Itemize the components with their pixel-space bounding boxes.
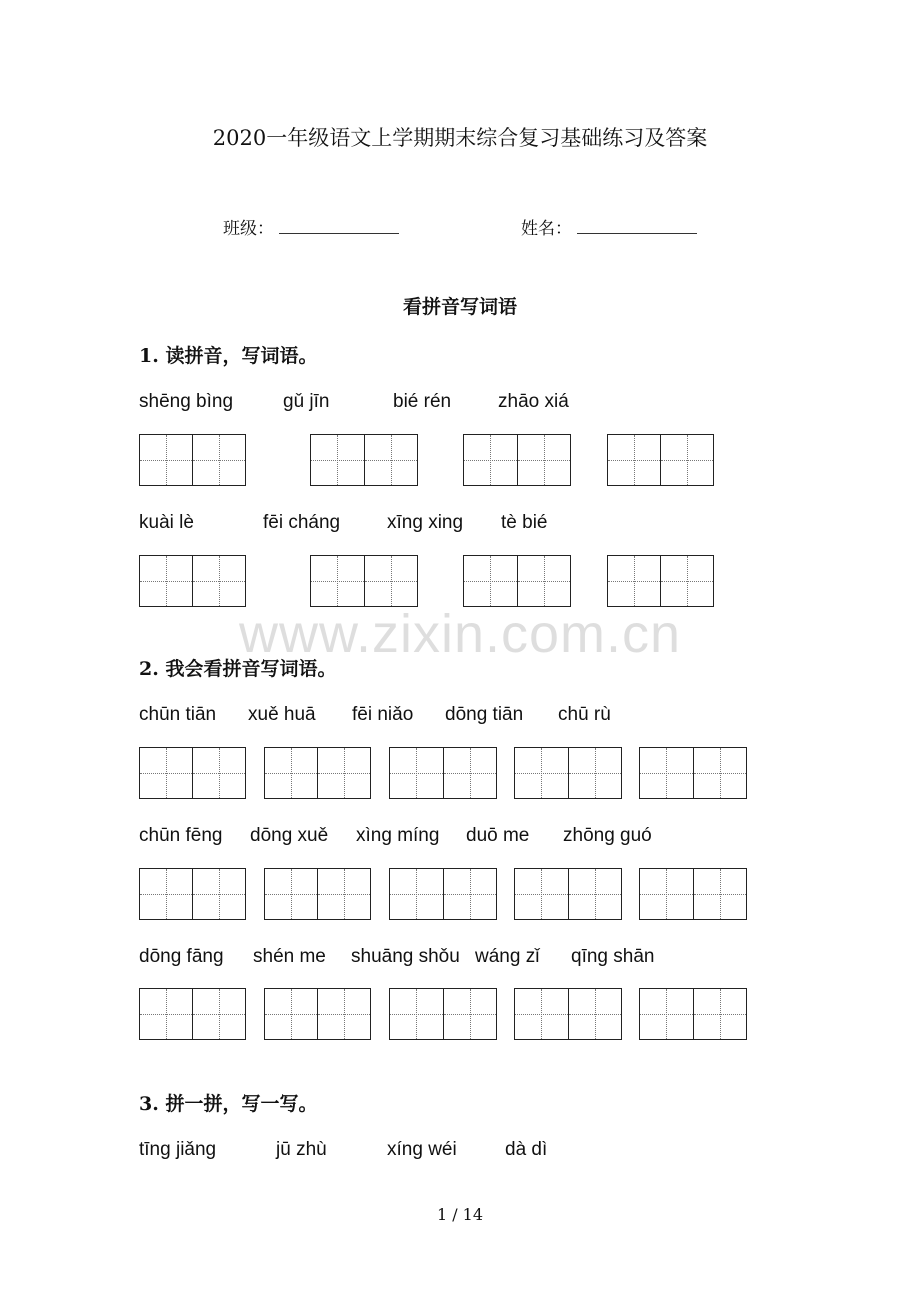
grid-cell[interactable] bbox=[660, 435, 713, 485]
pinyin-word: jū zhù bbox=[276, 1139, 327, 1160]
pinyin-word: xīng xing bbox=[387, 512, 464, 533]
writing-grid-box[interactable] bbox=[139, 747, 246, 799]
writing-grid-box[interactable] bbox=[264, 868, 371, 920]
grid-cell[interactable] bbox=[568, 869, 622, 919]
question-3-heading: 3. 拼一拼，写一写。 bbox=[139, 1093, 318, 1115]
writing-grid-box[interactable] bbox=[639, 988, 747, 1040]
writing-grid-box[interactable] bbox=[389, 747, 497, 799]
grid-cell[interactable] bbox=[693, 989, 747, 1039]
pinyin-word: qīng shān bbox=[571, 946, 655, 967]
writing-grid-box[interactable] bbox=[310, 555, 418, 607]
writing-grid-box[interactable] bbox=[639, 747, 747, 799]
grid-cell[interactable] bbox=[265, 869, 317, 919]
pinyin-word: chū rù bbox=[558, 704, 611, 725]
grid-cell[interactable] bbox=[317, 748, 370, 798]
grid-cell[interactable] bbox=[192, 748, 245, 798]
grid-cell[interactable] bbox=[265, 989, 317, 1039]
pinyin-word: bié rén bbox=[393, 391, 452, 412]
grid-cell[interactable] bbox=[140, 989, 192, 1039]
writing-grid-box[interactable] bbox=[139, 868, 246, 920]
pinyin-word: dōng fāng bbox=[139, 946, 224, 967]
grid-cell[interactable] bbox=[640, 748, 693, 798]
grid-cell[interactable] bbox=[311, 435, 364, 485]
writing-grid-box[interactable] bbox=[463, 434, 571, 486]
grid-cell[interactable] bbox=[464, 435, 517, 485]
grid-cell[interactable] bbox=[192, 869, 245, 919]
writing-grid-box[interactable] bbox=[139, 988, 246, 1040]
pinyin-word: zhōng guó bbox=[563, 825, 652, 846]
pinyin-word: chūn tiān bbox=[139, 704, 217, 725]
document-title: 2020一年级语文上学期期末综合复习基础练习及答案 bbox=[212, 126, 708, 150]
writing-grid-box[interactable] bbox=[607, 434, 714, 486]
watermark: www.zixin.com.cn bbox=[238, 604, 682, 664]
grid-cell[interactable] bbox=[515, 869, 568, 919]
grid-cell[interactable] bbox=[140, 556, 192, 606]
pinyin-word: fēi niǎo bbox=[352, 704, 414, 725]
writing-grid-box[interactable] bbox=[264, 747, 371, 799]
writing-grid-box[interactable] bbox=[139, 434, 246, 486]
class-blank-line bbox=[279, 233, 399, 234]
class-label: 班级： bbox=[223, 219, 274, 239]
writing-grid-box[interactable] bbox=[264, 988, 371, 1040]
pinyin-word: dōng xuě bbox=[250, 825, 329, 846]
pinyin-word: shuāng shǒu bbox=[351, 946, 460, 967]
pinyin-word: duō me bbox=[466, 825, 530, 846]
writing-grid-box[interactable] bbox=[389, 868, 497, 920]
grid-cell[interactable] bbox=[515, 989, 568, 1039]
grid-cell[interactable] bbox=[140, 435, 192, 485]
pinyin-word: xìng míng bbox=[356, 825, 440, 846]
pinyin-word: chūn fēng bbox=[139, 825, 223, 846]
writing-grid-box[interactable] bbox=[607, 555, 714, 607]
grid-cell[interactable] bbox=[192, 435, 245, 485]
pinyin-word: shén me bbox=[253, 946, 326, 967]
name-blank-line bbox=[577, 233, 697, 234]
grid-cell[interactable] bbox=[364, 556, 418, 606]
grid-cell[interactable] bbox=[265, 748, 317, 798]
writing-grid-box[interactable] bbox=[389, 988, 497, 1040]
pinyin-word: gǔ jīn bbox=[283, 391, 330, 412]
question-1-heading: 1. 读拼音，写词语。 bbox=[139, 345, 318, 367]
writing-grid-box[interactable] bbox=[514, 988, 622, 1040]
grid-cell[interactable] bbox=[568, 748, 622, 798]
grid-cell[interactable] bbox=[364, 435, 418, 485]
grid-cell[interactable] bbox=[640, 989, 693, 1039]
grid-cell[interactable] bbox=[317, 989, 370, 1039]
grid-cell[interactable] bbox=[192, 989, 245, 1039]
pinyin-word: xíng wéi bbox=[387, 1139, 457, 1160]
page-number: 1 / 14 bbox=[436, 1205, 484, 1224]
grid-cell[interactable] bbox=[140, 869, 192, 919]
pinyin-word: fēi cháng bbox=[263, 512, 341, 533]
grid-cell[interactable] bbox=[192, 556, 245, 606]
grid-cell[interactable] bbox=[515, 748, 568, 798]
grid-cell[interactable] bbox=[608, 435, 660, 485]
pinyin-word: wáng zǐ bbox=[475, 946, 540, 967]
writing-grid-box[interactable] bbox=[139, 555, 246, 607]
pinyin-word: zhāo xiá bbox=[498, 391, 569, 412]
grid-cell[interactable] bbox=[568, 989, 622, 1039]
grid-cell[interactable] bbox=[608, 556, 660, 606]
grid-cell[interactable] bbox=[693, 748, 747, 798]
pinyin-word: tīng jiǎng bbox=[139, 1139, 217, 1160]
pinyin-word: dà dì bbox=[505, 1139, 548, 1160]
grid-cell[interactable] bbox=[140, 748, 192, 798]
pinyin-word: tè bié bbox=[501, 512, 548, 533]
grid-cell[interactable] bbox=[317, 869, 370, 919]
writing-grid-box[interactable] bbox=[514, 868, 622, 920]
grid-cell[interactable] bbox=[517, 556, 571, 606]
pinyin-word: xuě huā bbox=[248, 704, 316, 725]
grid-cell[interactable] bbox=[390, 869, 443, 919]
grid-cell[interactable] bbox=[464, 556, 517, 606]
grid-cell[interactable] bbox=[517, 435, 571, 485]
grid-cell[interactable] bbox=[443, 869, 497, 919]
pinyin-word: shēng bìng bbox=[139, 391, 234, 412]
writing-grid-box[interactable] bbox=[514, 747, 622, 799]
writing-grid-box[interactable] bbox=[310, 434, 418, 486]
grid-cell[interactable] bbox=[311, 556, 364, 606]
pinyin-word: dōng tiān bbox=[445, 704, 524, 725]
grid-cell[interactable] bbox=[640, 869, 693, 919]
grid-cell[interactable] bbox=[443, 748, 497, 798]
name-label: 姓名： bbox=[521, 219, 572, 239]
writing-grid-box[interactable] bbox=[639, 868, 747, 920]
grid-cell[interactable] bbox=[390, 748, 443, 798]
grid-cell[interactable] bbox=[443, 989, 497, 1039]
pinyin-word: kuài lè bbox=[139, 512, 194, 533]
writing-grid-box[interactable] bbox=[463, 555, 571, 607]
grid-cell[interactable] bbox=[390, 989, 443, 1039]
grid-cell[interactable] bbox=[693, 869, 747, 919]
grid-cell[interactable] bbox=[660, 556, 713, 606]
section-title: 看拼音写词语 bbox=[402, 296, 517, 318]
question-2-heading: 2. 我会看拼音写词语。 bbox=[139, 658, 337, 680]
